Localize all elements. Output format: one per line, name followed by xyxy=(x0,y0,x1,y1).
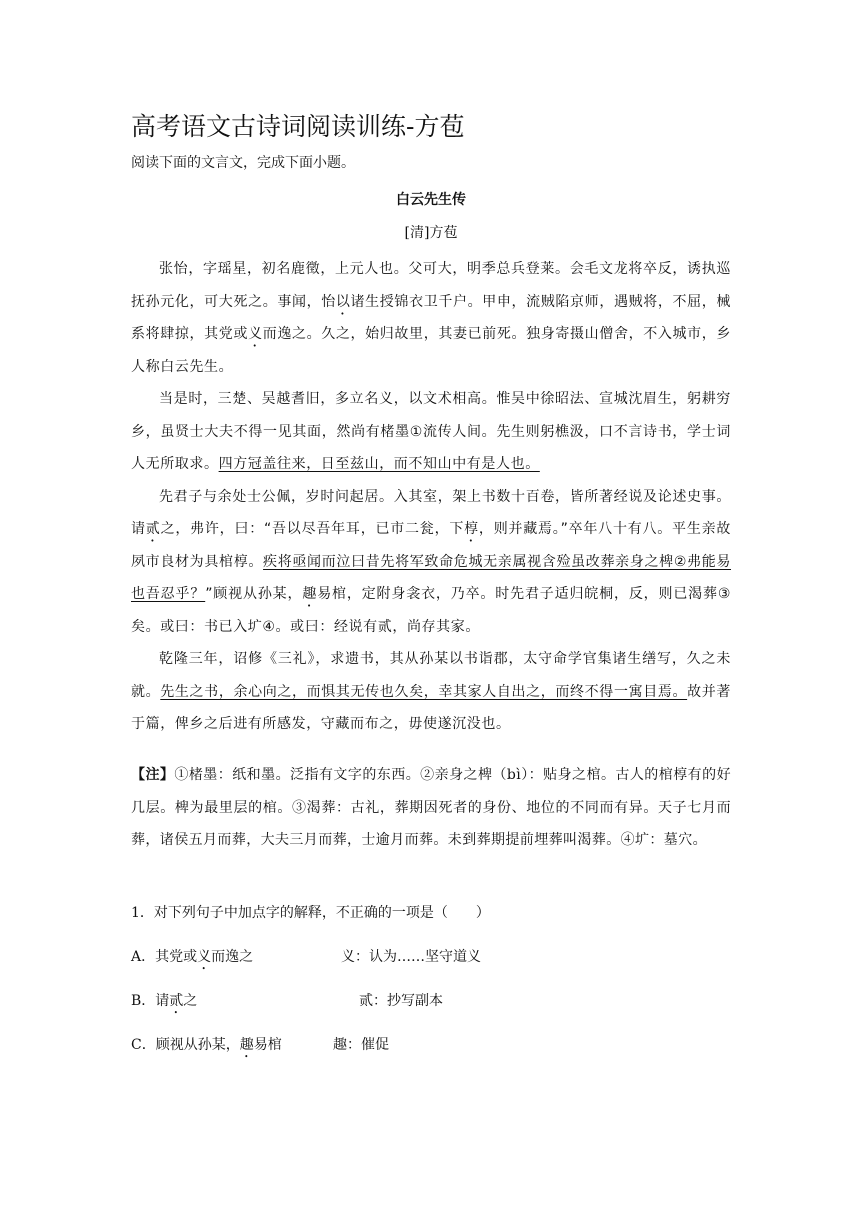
passage-paragraph-4: 乾隆三年，诏修《三礼》，求遗书，其从孙某以书诣郡，太守命学官集诸生缮写，久之未就。先生之书，余心向之，而惧其无传也久矣，幸其家人自出之，而终不得一寓目焉。故并著于篇，俾乡之后进有所感发，守藏而布之，毋使遂沉没也。 xyxy=(131,651,731,732)
notes-text: ①楮墨：纸和墨。泛指有文字的东西。②亲身之椑（bì）：贴身之棺。古人的棺椁有的好几层。椑为最里层的棺。③渴葬：古礼，葬期因死者的身份、地位的不同而有异。天子七月而葬，诸侯五月而葬，大夫三月而葬，士逾月而葬。未到葬期提前埋葬叫渴葬。④圹：墓穴。 xyxy=(131,767,731,848)
dotted-char: 贰 xyxy=(145,521,161,537)
document-title: 高考语文古诗词阅读训练-方苞 xyxy=(131,112,465,141)
dotted-char: 以 xyxy=(335,293,351,310)
passage-paragraph-2: 当是时，三楚、吴越耆旧，多立名义，以文术相高。惟吴中徐昭法、宣城沈眉生，躬耕穷乡，虽贤士大夫不得一见其面，然尚有楮墨①流传人间。先生则躬樵汲，口不言诗书，学士词人无所取求。四方冠盖往来，日至兹山，而不知山中有是人也。 xyxy=(131,391,731,472)
underlined-sentence: 先生之书，余心向之，而惧其无传也久矣，幸其家人自出之，而终不得一寓目焉。 xyxy=(160,683,688,700)
annotation-notes xyxy=(131,759,731,857)
reading-instruction: 阅读下面的文言文，完成下面小题。 xyxy=(131,155,355,171)
option-b[interactable]: B．请贰之 贰：抄写副本 xyxy=(131,990,197,1017)
option-gloss: 义：认为……坚守道义 xyxy=(341,949,481,965)
question-stem: 1．对下列句子中加点字的解释，不正确的一项是（ ） xyxy=(131,905,490,921)
underlined-sentence: 四方冠盖往来，日至兹山，而不知山中有是人也。 xyxy=(218,456,540,472)
passage-author: [清]方苞 xyxy=(404,225,458,241)
dotted-char: 义 xyxy=(248,326,263,342)
option-c[interactable]: C．顾视从孙某，趣易棺 趣：催促 xyxy=(131,1034,282,1061)
option-gloss: 趣：催促 xyxy=(333,1037,389,1053)
option-letter: C． xyxy=(131,1037,156,1053)
dotted-char: 椁 xyxy=(464,521,479,537)
dotted-char: 趣 xyxy=(239,1037,254,1053)
option-gloss: 贰：抄写副本 xyxy=(359,993,443,1009)
dotted-char: 趣 xyxy=(302,586,318,602)
passage-paragraph-1: 张怡，字瑶星，初名鹿徵，上元人也。父可大，明季总兵登莱。会毛文龙将卒反，诱执巡抚孙元化，可大死之。事闻，怡以诸生授锦衣卫千户。甲申，流贼陷京师，遇贼将，不屈，械系将肆掠，其党或义而逸之。久之，始归故里，其妻已前死。独身寄摄山僧舍，不入城市，乡人称白云先生。 xyxy=(131,261,731,375)
passage-body xyxy=(131,253,731,741)
option-letter: A． xyxy=(131,949,156,965)
dotted-char: 义 xyxy=(197,949,212,965)
dotted-char: 贰 xyxy=(169,993,184,1009)
notes-label: 【注】 xyxy=(131,767,175,783)
option-letter: B． xyxy=(131,993,156,1009)
passage-paragraph-3: 先君子与余处士公佩，岁时问起居。入其室，架上书数十百卷，皆所著经说及论述史事。请贰之，弗许，曰：“吾以尽吾年耳，已市二瓮，下椁，则并藏焉。”卒年八十有八。平生亲故夙市良材为具棺椁。疾将亟闻而泣曰昔先将军致命危城无亲属视含殓虽改葬亲身之椑②弗能易也吾忍乎？”顾视从孙某，趣易棺，定附身衾衣，乃卒。时先君子适归皖桐，反，则已渴葬③矣。或曰：书已入圹④。或曰：经说有贰，尚存其家。 xyxy=(131,488,732,635)
option-a[interactable]: A．其党或义而逸之 义：认为……坚守道义 xyxy=(131,946,253,973)
passage-title: 白云先生传 xyxy=(396,192,466,208)
underlined-sentence: 疾将亟闻而泣曰昔先将军致命危城无亲属视含殓虽改葬亲身之椑②弗能易也吾忍乎？ xyxy=(131,553,731,602)
